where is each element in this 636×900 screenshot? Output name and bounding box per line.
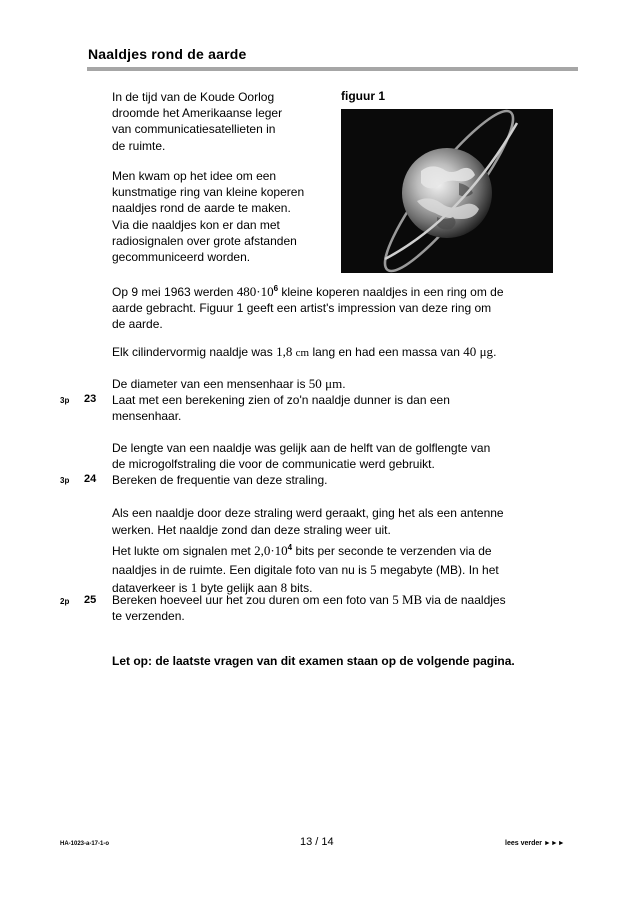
question-number: 24 — [84, 473, 97, 485]
text-line: naaldjes in de ruimte. Een digitale foto van nu is 5 megabyte (MB). In het — [112, 561, 499, 577]
text-line: van communicatiesatellieten in — [112, 122, 276, 137]
paragraph-needle-size — [112, 344, 496, 361]
paragraph-hair-diameter — [112, 376, 346, 392]
question-number: 25 — [84, 594, 97, 606]
intro-paragraph-1 — [112, 89, 282, 154]
text-line: De lengte van een naaldje was gelijk aan de helft van de golflengte van — [112, 441, 491, 455]
text-line: Elk cilindervormig naaldje was 1,8 cm lang en had een massa van 40 μg. — [112, 344, 497, 359]
question-23-text — [112, 392, 450, 424]
question-24-text — [112, 472, 327, 488]
intro-paragraph-2 — [112, 168, 304, 265]
paragraph-antenna — [112, 505, 504, 597]
text-line: te verzenden. — [112, 609, 185, 624]
text-line: werken. Het naaldje zond dan deze straling weer uit. — [112, 523, 391, 538]
text-line: gecommuniceerd worden. — [112, 250, 251, 265]
text-line: de microgolfstraling die voor de communicatie werd gebruikt. — [112, 457, 435, 472]
question-25-text — [112, 592, 506, 624]
text-line: In de tijd van de Koude Oorlog — [112, 90, 275, 104]
question-number: 23 — [84, 393, 97, 405]
earth-with-ring-illustration — [341, 109, 553, 273]
text-line: droomde het Amerikaanse leger — [112, 106, 283, 121]
text-line: Als een naaldje door deze straling werd geraakt, ging het als een antenne — [112, 506, 504, 520]
page-number: 13 / 14 — [300, 836, 334, 848]
continue-indicator: lees verder ►►► — [505, 840, 565, 847]
text-line: radiosignalen over grote afstanden — [112, 233, 297, 248]
next-page-note: Let op: de laatste vragen van dit examen staan op de volgende pagina. — [112, 654, 515, 668]
question-points: 2p — [60, 597, 70, 606]
exam-code: HA-1023-a-17-1-o — [60, 841, 110, 847]
text-line: Bereken de frequentie van deze straling. — [112, 473, 328, 487]
text-line: Men kwam op het idee om een — [112, 169, 277, 183]
text-line: mensenhaar. — [112, 409, 182, 424]
text-line: Via die naaldjes kon er dan met — [112, 217, 280, 232]
earth-ring-figure — [341, 109, 553, 273]
text-line: dataverkeer is 1 byte gelijk aan 8 bits. — [112, 579, 313, 595]
text-line: Bereken hoeveel uur het zou duren om een foto van 5 MB via de naaldjes — [112, 592, 506, 607]
text-line: de aarde. — [112, 317, 163, 332]
page-title: Naaldjes rond de aarde — [88, 46, 247, 62]
text-line: Het lukte om signalen met $2,0\cdot 10^4$ bits per seconde te verzenden via de — [112, 543, 492, 559]
text-line: Laat met een berekening zien of zo'n naaldje dunner is dan een — [112, 393, 450, 407]
text-line: aarde gebracht. Figuur 1 geeft een artist's impression van deze ring om — [112, 301, 492, 316]
question-points: 3p — [60, 396, 70, 405]
text-line: de ruimte. — [112, 138, 166, 153]
question-points: 3p — [60, 476, 70, 485]
text-line: naaldjes rond de aarde te maken. — [112, 201, 291, 216]
text-line: kunstmatige ring van kleine koperen — [112, 185, 305, 200]
header-rule — [87, 67, 578, 71]
text-line: De diameter van een mensenhaar is 50 μm. — [112, 376, 346, 391]
figure-label: figuur 1 — [341, 89, 385, 103]
text-line: Op 9 mei 1963 werden $480\cdot 10^6$ kleine koperen naaldjes in een ring om de — [112, 284, 504, 299]
paragraph-launch — [112, 281, 504, 333]
paragraph-wavelength — [112, 440, 490, 472]
